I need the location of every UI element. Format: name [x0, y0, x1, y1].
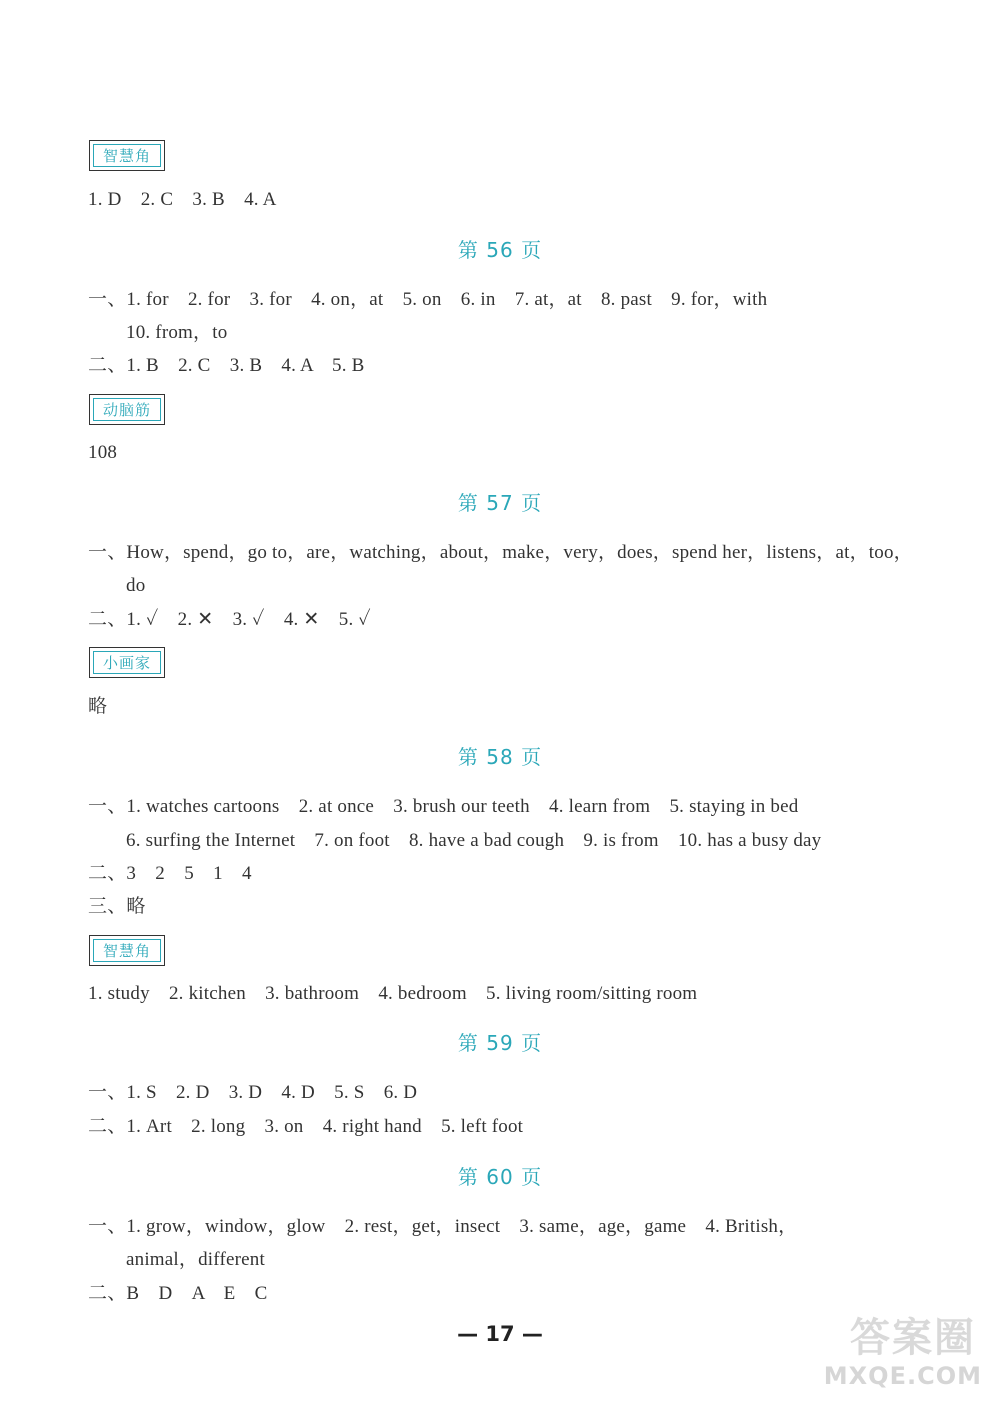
page-heading-56: 第 56 页 — [457, 238, 543, 262]
section-tag-zhihuijiao — [89, 935, 165, 966]
answer-line: 二、3 2 5 1 4 — [88, 863, 252, 884]
section-tag-xiaohuajia — [89, 647, 165, 678]
page-heading-59: 第 59 页 — [457, 1031, 543, 1055]
answer-line: 二、1. ✓ 2. ✕ 3. ✓ 4. ✕ 5. ✓ — [88, 609, 371, 630]
watermark-text-top: 答案圈 — [850, 1315, 976, 1361]
section-tag-dongnaojin — [89, 394, 165, 425]
answer-line: 一、How，spend，go to，are，watching，about，make，very，does，spend her，listens，at，too， — [88, 542, 913, 563]
answer-line: 108 — [88, 442, 118, 463]
answer-line: 三、略 — [88, 896, 146, 917]
answer-line: 二、1. B 2. C 3. B 4. A 5. B — [88, 355, 365, 376]
answer-line: do — [126, 575, 146, 596]
watermark-logo — [792, 1306, 982, 1396]
page-heading-60: 第 60 页 — [457, 1165, 543, 1189]
section-tag-zhihuijiao — [89, 140, 165, 171]
answer-line: 6. surfing the Internet 7. on foot 8. have a bad cough 9. is from 10. has a busy day — [126, 830, 822, 851]
answer-line: 一、1. grow，window，glow 2. rest，get，insect 3. same，age，game 4. British， — [88, 1216, 798, 1237]
answer-line: 10. from，to — [126, 322, 228, 343]
page-heading-57: 第 57 页 — [457, 491, 543, 515]
page-number: — 17 — — [457, 1322, 543, 1346]
section-tag-label: 智慧角 — [93, 939, 161, 962]
answer-line: 一、1. for 2. for 3. for 4. on，at 5. on 6. in 7. at，at 8. past 9. for，with — [88, 289, 768, 310]
answer-line: 二、B D A E C — [88, 1283, 268, 1304]
answer-line: 1. D 2. C 3. B 4. A — [88, 189, 277, 210]
section-tag-label: 小画家 — [93, 651, 161, 674]
answer-line: 1. study 2. kitchen 3. bathroom 4. bedroom 5. living room/sitting room — [88, 983, 698, 1004]
answer-line: animal，different — [126, 1249, 265, 1270]
watermark-text-bottom: MXQE.COM — [823, 1362, 982, 1390]
answer-line: 二、1. Art 2. long 3. on 4. right hand 5. left foot — [88, 1116, 524, 1137]
section-tag-label: 智慧角 — [93, 144, 161, 167]
answer-line: 一、1. watches cartoons 2. at once 3. brush our teeth 4. learn from 5. staying in bed — [88, 796, 799, 817]
section-tag-label: 动脑筋 — [93, 398, 161, 421]
answer-line: 略 — [88, 696, 108, 717]
answer-line: 一、1. S 2. D 3. D 4. D 5. S 6. D — [88, 1082, 418, 1103]
page-heading-58: 第 58 页 — [457, 745, 543, 769]
